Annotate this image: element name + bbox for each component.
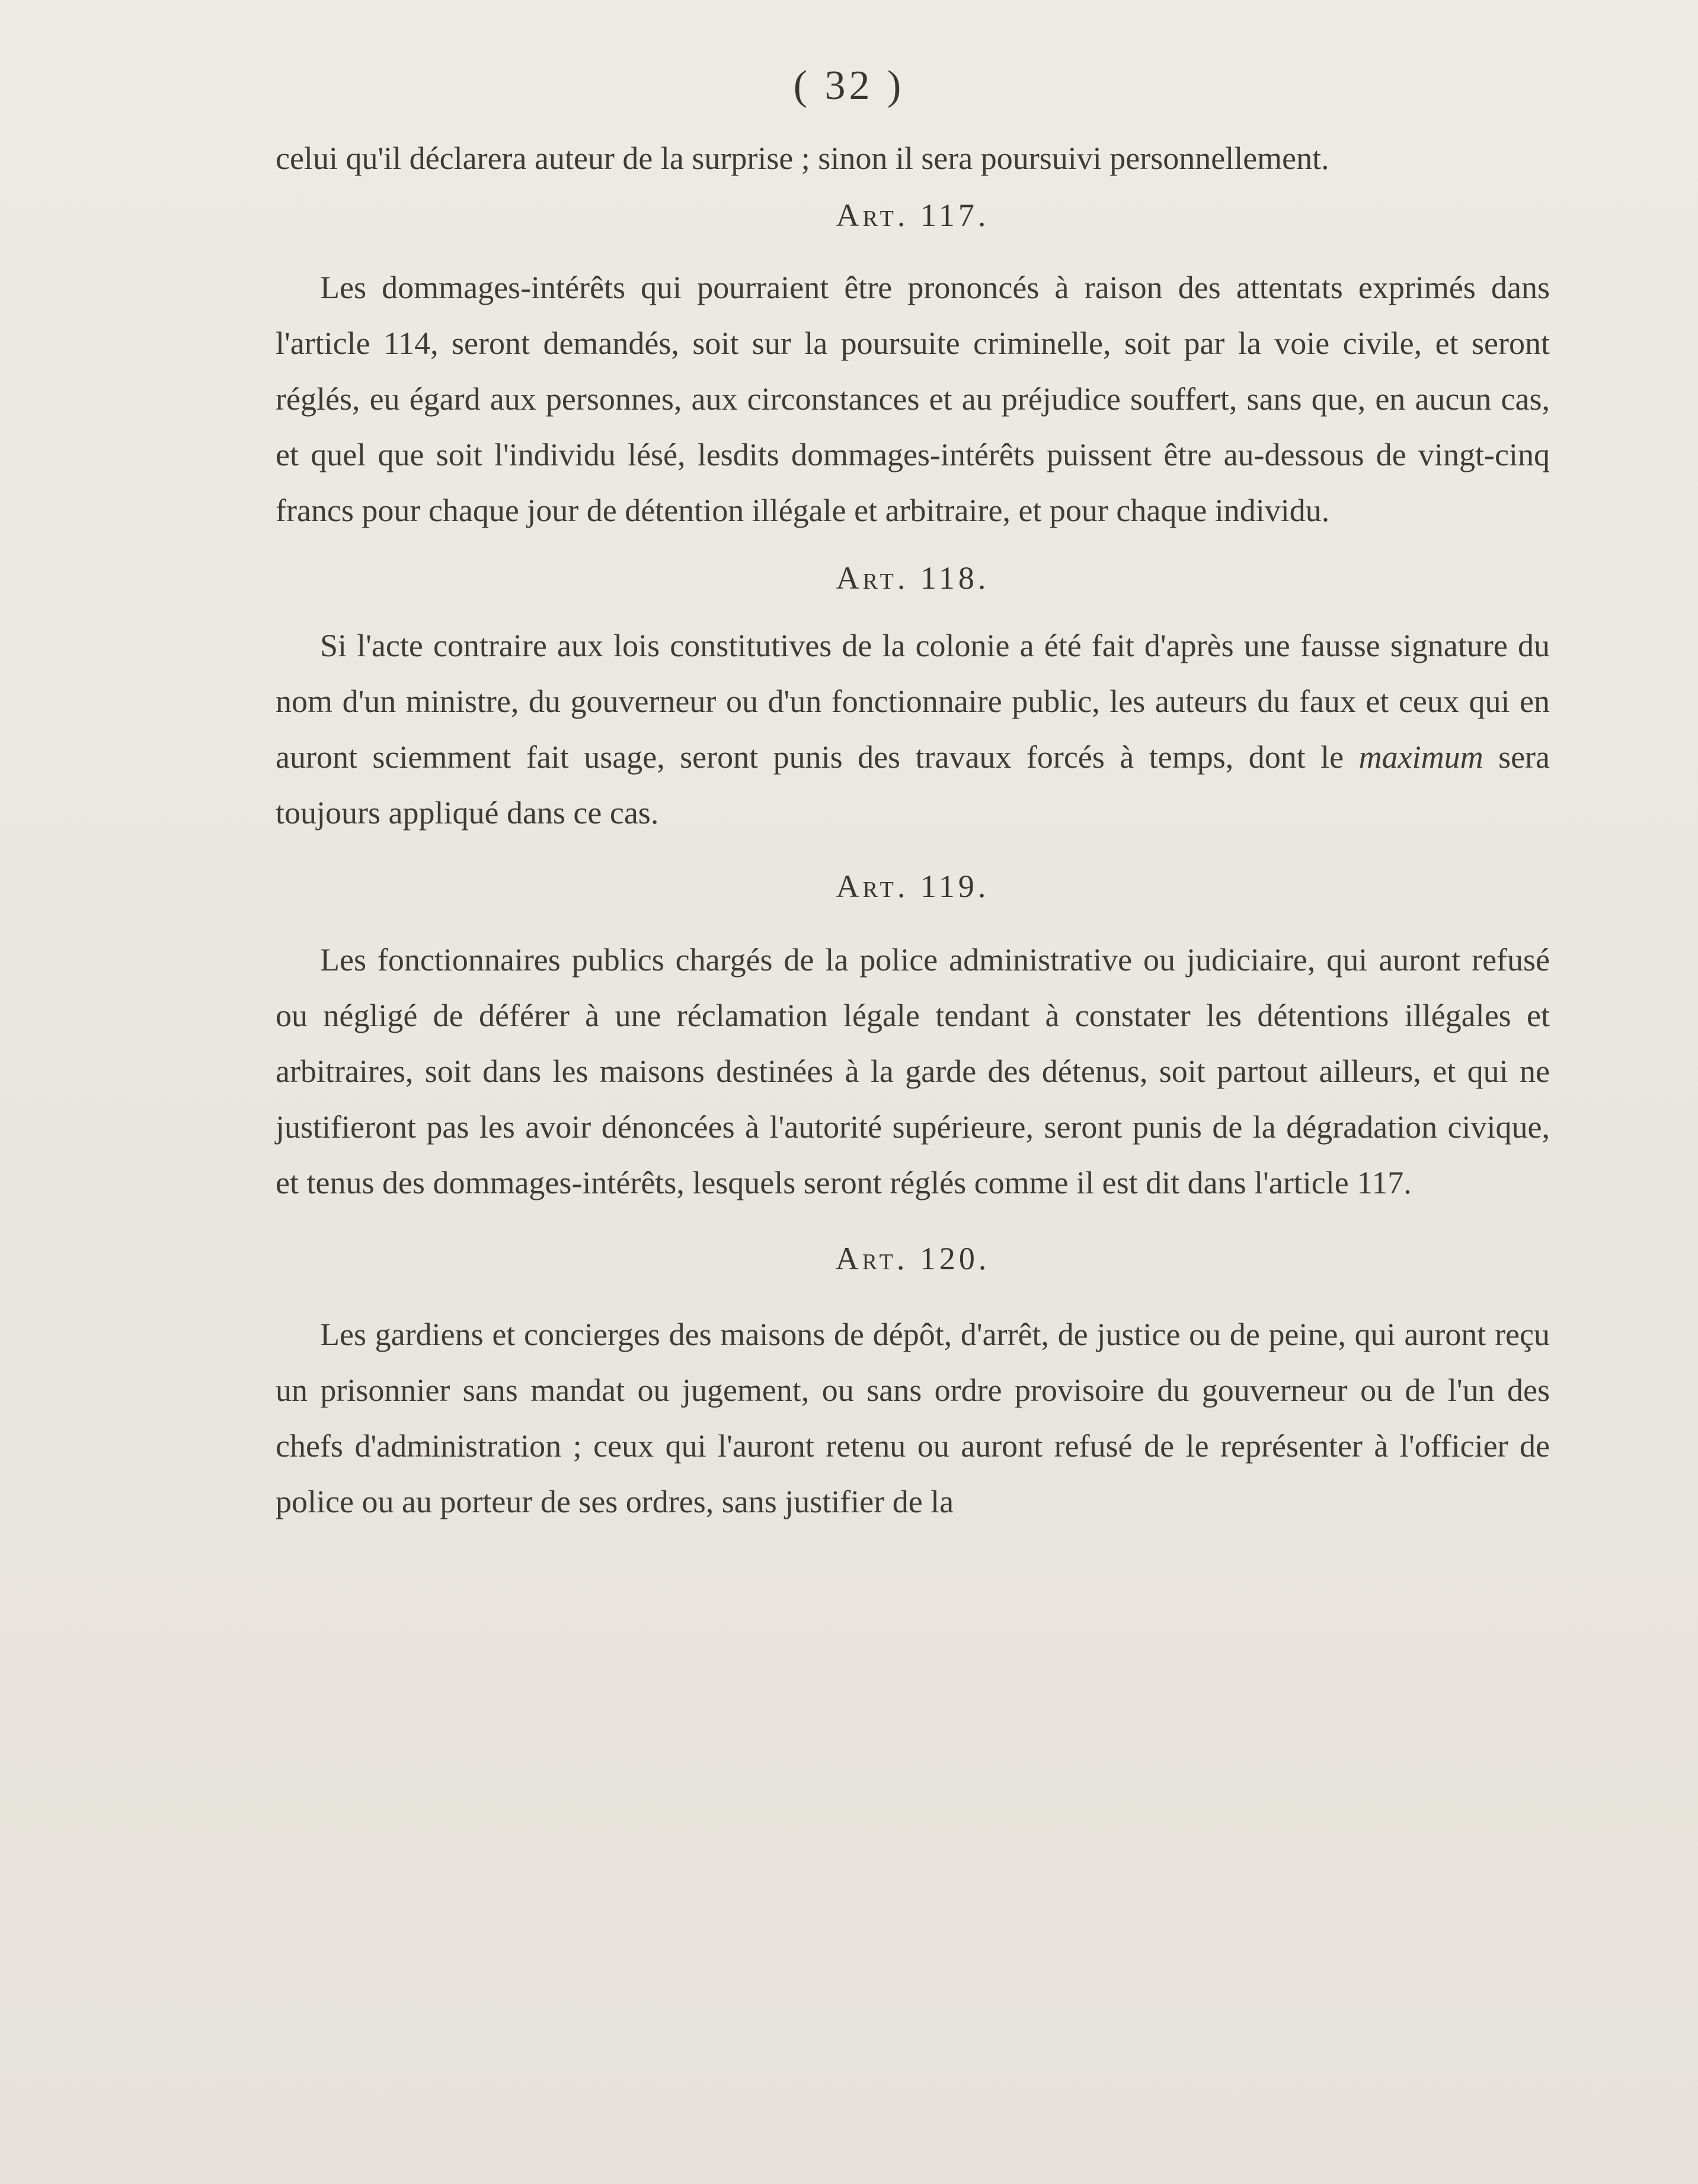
italic-maximum: maximum <box>1358 739 1483 775</box>
paragraph-article-120: Les gardiens et concierges des maisons de dépôt, d'arrêt, de justice ou de peine, qui auront reçu un prisonnier sans mandat ou jugement, ou sans ordre provisoire du gouverneur ou de l'un des chefs d'administration ; ceux qui l'auront retenu ou auront refusé de le représenter à l'officier de police ou au porteur de ses ordres, sans justifier de la <box>276 1317 1550 1519</box>
article-heading-117: Art. 117. <box>836 197 990 233</box>
paragraph-article-117: Les dommages-intérêts qui pourraient être prononcés à raison des attentats exprimés dans l'article 114, seront demandés, soit sur la poursuite criminelle, soit par la voie civile, et seront réglés, eu égard aux personnes, aux circonstances et au préjudice souffert, sans que, en aucun cas, et quel que soit l'individu lésé, lesdits dommages-intérêts puissent être au-dessous de vingt-cinq francs pour chaque jour de détention illégale et arbitraire, et pour chaque individu. <box>276 270 1550 528</box>
paragraph-article-119: Les fonctionnaires publics chargés de la police administrative ou judiciaire, qui auront refusé ou négligé de déférer à une réclamation légale tendant à constater les détentions illégales et arbitraires, soit dans les maisons destinées à la garde des détenus, soit partout ailleurs, et qui ne justifieront pas les avoir dénoncées à l'autorité supérieure, seront punis de la dégradation civique, et tenus des dommages-intérêts, lesquels seront réglés comme il est dit dans l'article 117. <box>276 942 1550 1200</box>
page-number: ( 32 ) <box>793 63 905 108</box>
article-heading-118: Art. 118. <box>836 560 990 596</box>
paragraph-continuation: celui qu'il déclarera auteur de la surprise ; sinon il sera poursuivi personnellement. <box>276 141 1329 176</box>
paragraph-article-118: Si l'acte contraire aux lois constitutives de la colonie a été fait d'après une fausse signature du nom d'un ministre, du gouverneur ou d'un fonctionnaire public, les auteurs du faux et ceux qui en auront sciemment fait usage, seront punis des travaux forcés à temps, dont le maximum sera toujours appliqué dans ce cas. <box>276 628 1550 831</box>
body-text <box>276 130 1550 1530</box>
article-heading-119: Art. 119. <box>836 869 990 904</box>
article-heading-120: Art. 120. <box>835 1241 990 1276</box>
